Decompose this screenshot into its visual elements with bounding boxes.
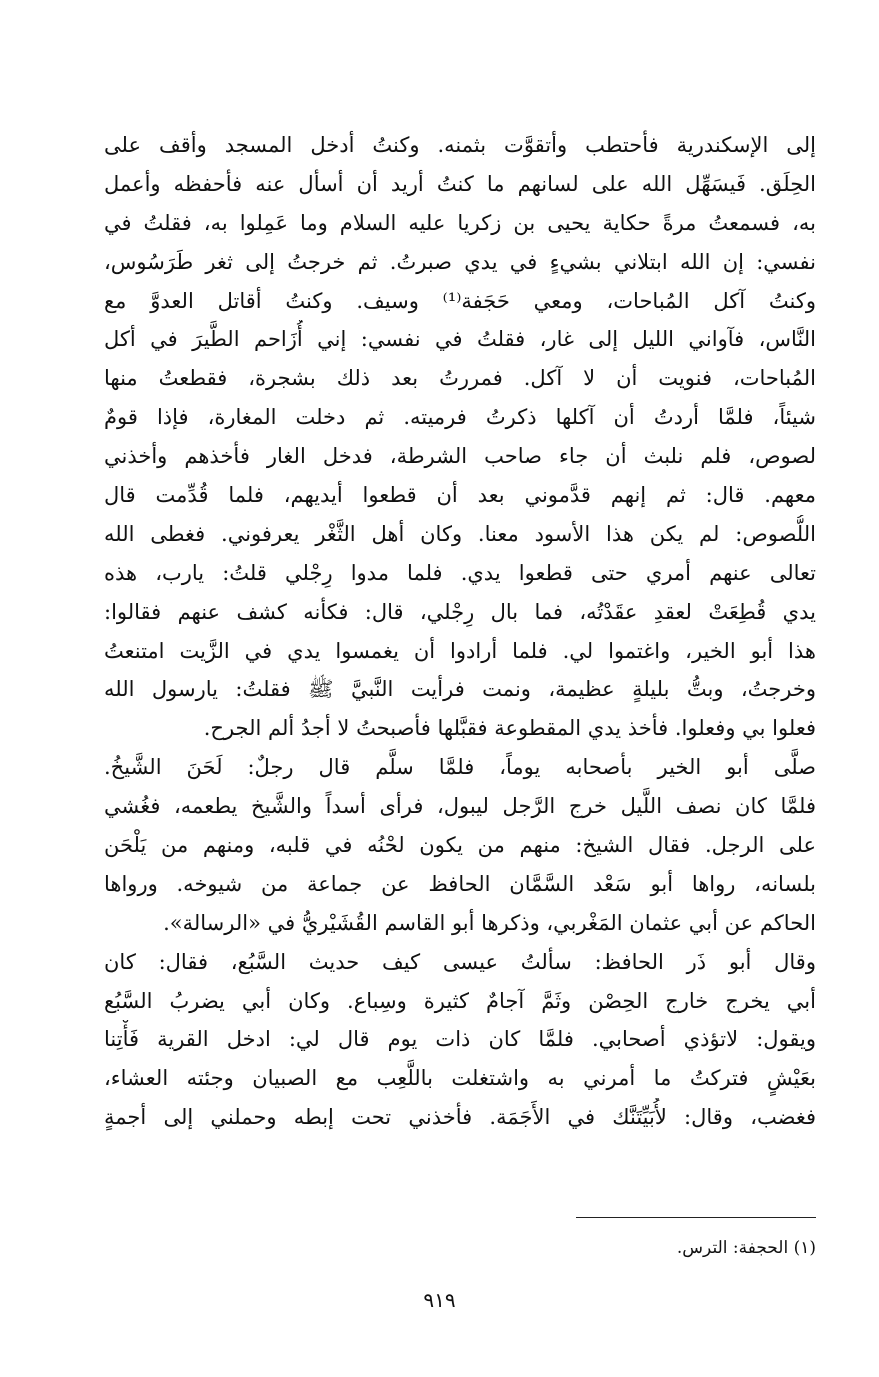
text-line: فغضب، وقال: لأُبَيِّتَنَّك في الأَجَمَة. فأخذني تحت إبطه وحملني إلى أجمةٍ <box>104 1105 816 1130</box>
text-line: يدي قُطِعَتْ لعقدِ عقَدْتُه، فما بال رِجْلي، قال: فكأنه كشف عنهم فقالوا: <box>104 599 816 624</box>
text-line: معهم. قال: ثم إنهم قدَّموني بعد أن قطعوا أيديهم، فلما قُدِّمت قال <box>104 483 816 508</box>
text-line: النَّاس، فآواني الليل إلى غار، فقلتُ في نفسي: إني أُزَاحم الطَّيرَ في أكل <box>104 327 816 352</box>
text-line: شيئاً، فلمَّا أردتُ أن آكلها ذكرتُ فرميته. ثم دخلت المغارة، فإذا قومٌ <box>104 405 816 430</box>
text-line: نفسي: إن الله ابتلاني بشيءٍ في يدي صبرتُ. ثم خرجتُ إلى ثغر طَرَسُوس، <box>104 249 816 274</box>
text-line: هذا أبو الخير، واغتموا لي. فلما أرادوا أن يغمسوا يدي في الزَّيت امتنعتُ <box>104 638 816 663</box>
text-line: تعالى عنهم أمري حتى قطعوا يدي. فلما مدوا رِجْلي قلتُ: يارب، هذه <box>104 560 816 585</box>
text-line: الحِلَق. فَيسَهِّل الله على لسانهم ما كنتُ أريد أن أسأل عنه فأحفظه وأعمل <box>104 171 816 196</box>
text-line: الحاكم عن أبي عثمان المَغْربي، وذكرها أبو القاسم القُشَيْريُّ في «الرسالة». <box>163 910 816 935</box>
text-line: اللُّصوص: لم يكن هذا الأسود معنا. وكان أهل الثَّغْر يعرفوني. فغطى الله <box>104 521 816 546</box>
body-text <box>104 126 816 1137</box>
text-line: به، فسمعتُ مرةً حكاية يحيى بن زكريا عليه السلام وما عَمِلوا به، فقلتُ في <box>104 210 816 235</box>
footnote-divider <box>576 1217 816 1218</box>
page-number: ٩١٩ <box>423 1288 456 1312</box>
text-line: إلى الإسكندرية فأحتطب وأتقوَّت بثمنه. وكنتُ أدخل المسجد وأقف على <box>104 133 816 157</box>
text-line: وقال أبو ذَر الحافظ: سألتُ عيسى كيف حديث السَّبُع، فقال: كان <box>104 949 816 974</box>
text-line: صلَّى أبو الخير بأصحابه يوماً، فلمَّا سلَّم قال رجلٌ: لَحَنَ الشَّيخُ. <box>104 755 816 780</box>
footnote: (١) الحجفة: الترس. <box>676 1238 816 1258</box>
text-line: بلسانه، رواها أبو سَعْد السَّمَّان الحافظ عن جماعة من شيوخه. ورواها <box>104 871 816 896</box>
text-line: أبي يخرج خارج الحِصْن وثَمَّ آجامٌ كثيرة وسِباع. وكان أبي يضربُ السَّبُع <box>104 988 816 1013</box>
text-line: وكنتُ آكل المُباحات، ومعي حَجَفة⁽¹⁾ وسيف. وكنتُ أقاتل العدوَّ مع <box>104 288 816 313</box>
text-line: على الرجل. فقال الشيخ: منهم من يكون لحْنُه في قلبه، ومنهم من يَلْحَن <box>104 833 816 858</box>
text-line: بعَيْشٍ فتركتُ ما أمرني به واشتغلت باللَّعِب مع الصبيان وجئته العشاء، <box>104 1066 816 1091</box>
text-line: وخرجتُ، وبتُّ بليلةٍ عظيمة، ونمت فرأيت النَّبيَّ ﷺ فقلتُ: يارسول الله <box>104 677 816 702</box>
text-line: فعلوا بي وفعلوا. فأخذ يدي المقطوعة فقبَّلها فأصبحتُ لا أجدُ ألم الجرح. <box>203 716 816 741</box>
text-line: المُباحات، فنويت أن لا آكل. فمررتُ بعد ذلك بشجرة، فقطعتُ منها <box>104 366 816 391</box>
text-line: لصوص، فلم نلبث أن جاء صاحب الشرطة، فدخل الغار فأخذهم وأخذني <box>104 444 816 469</box>
text-line: فلمَّا كان نصف اللَّيل خرج الرَّجل ليبول، فرأى أسداً والشَّيخ يطعمه، فغُشي <box>104 794 816 819</box>
text-line: ويقول: لاتؤذي أصحابي. فلمَّا كان ذات يوم قال لي: ادخل القرية فَأْتِنا <box>104 1027 816 1052</box>
